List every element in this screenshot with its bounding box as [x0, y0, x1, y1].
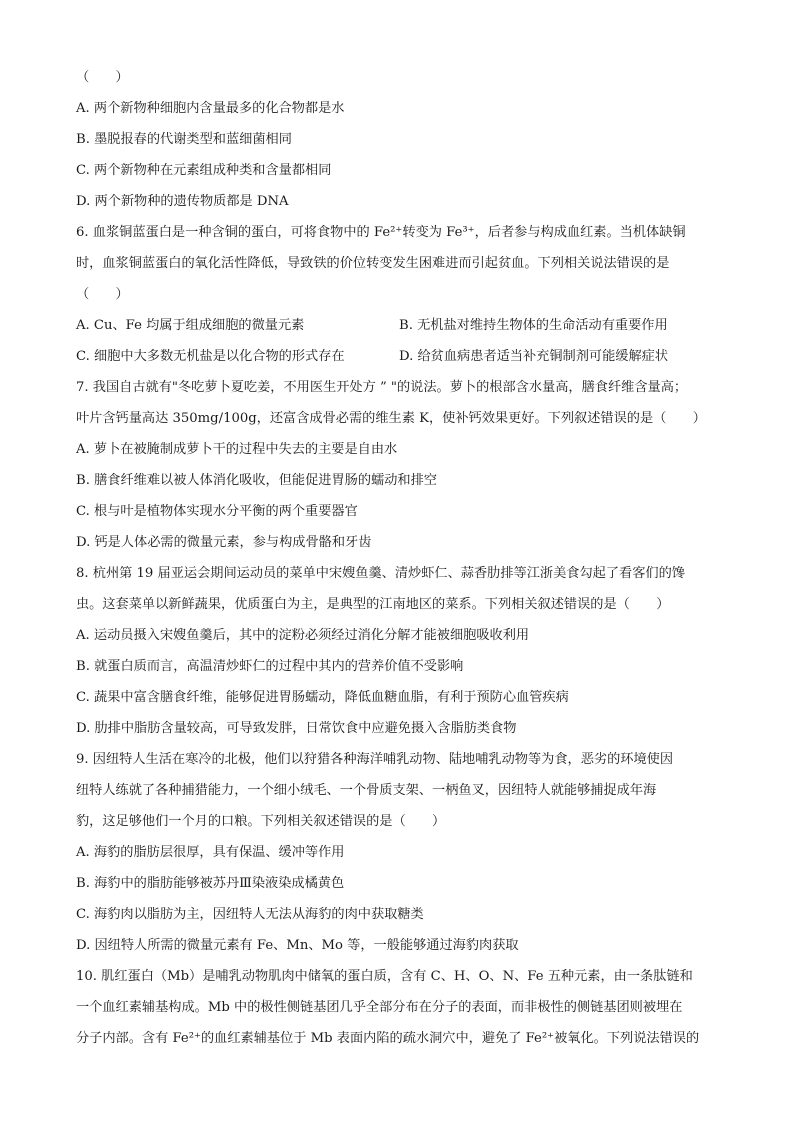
q6-options-row — [76, 310, 726, 341]
q8-option-d: D. 肋排中脂肪含量较高，可导致发胖，日常饮食中应避免摄入含脂肪类食物 — [76, 721, 517, 736]
q10-stem-line: 分子内部。含有 Fe²⁺的血红素辅基位于 Mb 表面内陷的疏水洞穴中，避免了 Fe²⁺被氧化。下列说法错误的 — [76, 1031, 700, 1046]
q10-stem-line: 一个血红素辅基构成。Mb 中的极性侧链基团几乎全部分布在分子的表面，而非极性的侧链基团则被埋在 — [76, 1000, 683, 1015]
q9-option-a: A. 海豹的脂肪层很厚，具有保温、缓冲等作用 — [76, 845, 345, 860]
q6-option-a: A. Cu、Fe 均属于组成细胞的微量元素 — [76, 318, 305, 333]
q9-option-c: C. 海豹肉以脂肪为主，因纽特人无法从海豹的肉中获取糖类 — [76, 907, 424, 922]
exam-page — [76, 62, 726, 1054]
q10-stem-line: 10. 肌红蛋白（Mb）是哺乳动物肌肉中储氧的蛋白质，含有 C、H、O、N、Fe 五种元素，由一条肽链和 — [76, 969, 693, 984]
q9-stem-line: 9. 因纽特人生活在寒冷的北极，他们以狩猎各种海洋哺乳动物、陆地哺乳动物等为食，恶劣的环境使因 — [76, 752, 674, 767]
q9-option-b: B. 海豹中的脂肪能够被苏丹Ⅲ染液染成橘黄色 — [76, 876, 345, 891]
q6-stem-line: （ ） — [76, 287, 129, 302]
q9-option-d: D. 因纽特人所需的微量元素有 Fe、Mn、Mo 等，一般能够通过海豹肉获取 — [76, 938, 519, 953]
q8-stem-line: 8. 杭州第 19 届亚运会期间运动员的菜单中宋嫂鱼羹、清炒虾仁、蒜香肋排等江浙美食勾起了看客们的馋 — [76, 566, 685, 581]
q7-stem-line: 7. 我国自古就有"冬吃萝卜夏吃姜，不用医生开处方 ” "的说法。萝卜的根部含水量高，膳食纤维含量高； — [76, 380, 688, 395]
q5-bracket: （ ） — [76, 70, 129, 85]
q8-option-a: A. 运动员摄入宋嫂鱼羹后，其中的淀粉必须经过消化分解才能被细胞吸收利用 — [76, 628, 530, 643]
q9-stem-line: 豹，这足够他们一个月的口粮。下列相关叙述错误的是（ ） — [76, 814, 446, 829]
q6-option-d: D. 给贫血病患者适当补充铜制剂可能缓解症状 — [399, 349, 669, 364]
q8-stem-line: 虫。这套菜单以新鲜蔬果，优质蛋白为主，是典型的江南地区的菜系。下列相关叙述错误的是（ ） — [76, 597, 670, 612]
q9-stem-line: 纽特人练就了各种捕猎能力，一个细小绒毛、一个骨质支架、一柄鱼叉，因纽特人就能够捕捉成年海 — [76, 783, 657, 798]
q5-option-d: D. 两个新物种的遗传物质都是 DNA — [76, 194, 289, 209]
q6-stem-line: 时，血浆铜蓝蛋白的氧化活性降低，导致铁的价位转变发生困难进而引起贫血。下列相关说法错误的是 — [76, 256, 670, 271]
q8-option-c: C. 蔬果中富含膳食纤维，能够促进胃肠蠕动，降低血糖血脂，有利于预防心血管疾病 — [76, 690, 569, 705]
q6-option-b: B. 无机盐对维持生物体的生命活动有重要作用 — [399, 318, 668, 333]
q6-stem-line: 6. 血浆铜蓝蛋白是一种含铜的蛋白，可将食物中的 Fe²⁺转变为 Fe³⁺，后者参与构成血红素。当机体缺铜 — [76, 225, 686, 240]
q7-option-a: A. 萝卜在被腌制成萝卜干的过程中失去的主要是自由水 — [76, 442, 398, 457]
q7-stem-line: 叶片含钙量高达 350mg/100g，还富含成骨必需的维生素 K，使补钙效果更好。下列叙述错误的是（ ） — [76, 411, 706, 426]
q5-option-b: B. 墨脱报春的代谢类型和蓝细菌相同 — [76, 132, 292, 147]
q7-option-c: C. 根与叶是植物体实现水分平衡的两个重要器官 — [76, 504, 358, 519]
q6-option-c: C. 细胞中大多数无机盐是以化合物的形式存在 — [76, 349, 345, 364]
q8-option-b: B. 就蛋白质而言，高温清炒虾仁的过程中其内的营养价值不受影响 — [76, 659, 464, 674]
q5-option-a: A. 两个新物种细胞内含量最多的化合物都是水 — [76, 101, 345, 116]
q7-option-b: B. 膳食纤维难以被人体消化吸收，但能促进胃肠的蠕动和排空 — [76, 473, 437, 488]
q5-option-c: C. 两个新物种在元素组成种类和含量都相同 — [76, 163, 332, 178]
q6-options-row — [76, 341, 726, 372]
q7-option-d: D. 钙是人体必需的微量元素，参与构成骨骼和牙齿 — [76, 535, 372, 550]
